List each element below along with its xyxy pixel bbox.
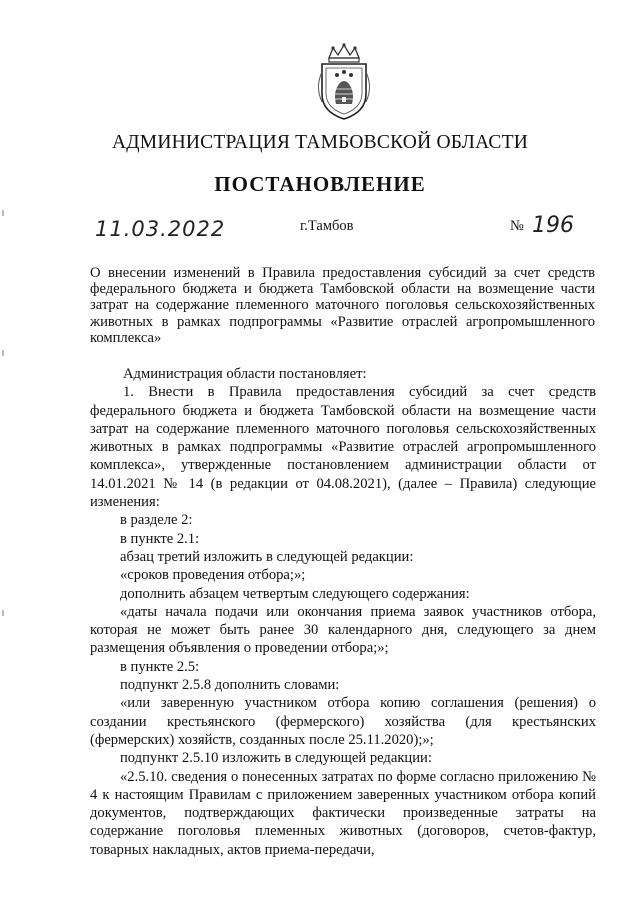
scan-mark	[2, 610, 4, 616]
document-type: ПОСТАНОВЛЕНИЕ	[214, 172, 426, 196]
paragraph: «2.5.10. сведения о понесенных затратах по форме согласно приложению № 4 к настоящим Правилам с приложением заверенных участником отбора копий документов, подтверждающих фактически произведенные затраты на содержание поголовья племенных животных (договоров, счетов-фактур, товарных накладных, актов приема-передачи,	[90, 768, 596, 858]
paragraph: подпункт 2.5.10 изложить в следующей редакции:	[120, 750, 432, 767]
paragraph: подпункт 2.5.8 дополнить словами:	[120, 677, 340, 694]
scan-mark	[2, 350, 4, 356]
document-body	[90, 365, 596, 859]
paragraph: «даты начала подачи или окончания приема заявок участников отбора, которая не может быть ранее 30 календарного дня, следующего за днем размещения объявления о проведении отбора;»;	[90, 603, 596, 657]
paragraph: Администрация области постановляет:	[123, 366, 367, 382]
document-city: г.Тамбов	[300, 218, 354, 234]
paragraph: «или заверенную участником отбора копию соглашения (решения) о создании крестьянского (фермерского) хозяйства (для крестьянских (фермерских) хозяйств, созданных после 25.11.2020);»;	[90, 695, 596, 748]
scan-mark	[2, 210, 4, 216]
paragraph: в пункте 2.1:	[120, 530, 200, 547]
organization-title: АДМИНИСТРАЦИЯ ТАМБОВСКОЙ ОБЛАСТИ	[112, 132, 528, 153]
paragraph: в пункте 2.5:	[120, 658, 200, 675]
paragraph: дополнить абзацем четвертым следующего содержания:	[120, 585, 470, 602]
number-label: №	[510, 218, 524, 234]
coat-of-arms-emblem	[309, 42, 379, 122]
document-number: 196	[532, 213, 574, 238]
document-date: 11.03.2022	[95, 217, 226, 241]
document-subject: О внесении изменений в Правила предоставления субсидий за счет средств федерального бюджета и бюджета Тамбовской области на возмещение части затрат на содержание племенного маточного поголовья сельскохозяйственных животных в рамках подпрограммы «Развитие отраслей агропромышленного комплекса»	[90, 265, 595, 346]
paragraph: в разделе 2:	[120, 512, 193, 529]
paragraph: 1. Внести в Правила предоставления субсидий за счет средств федерального бюджета и бюджета Тамбовской области на возмещение части затрат на содержание племенного маточного поголовья сельскохозяйственных животных в рамках подпрограммы «Развитие отраслей агропромышленного комплекса», утвержденные постановлением администрации области от 14.01.2021 № 14 (в редакции от 04.08.2021), (далее – Правила) следующие изменения:	[90, 384, 596, 511]
paragraph: «сроков проведения отбора;»;	[120, 567, 306, 584]
paragraph: абзац третий изложить в следующей редакции:	[120, 548, 414, 565]
